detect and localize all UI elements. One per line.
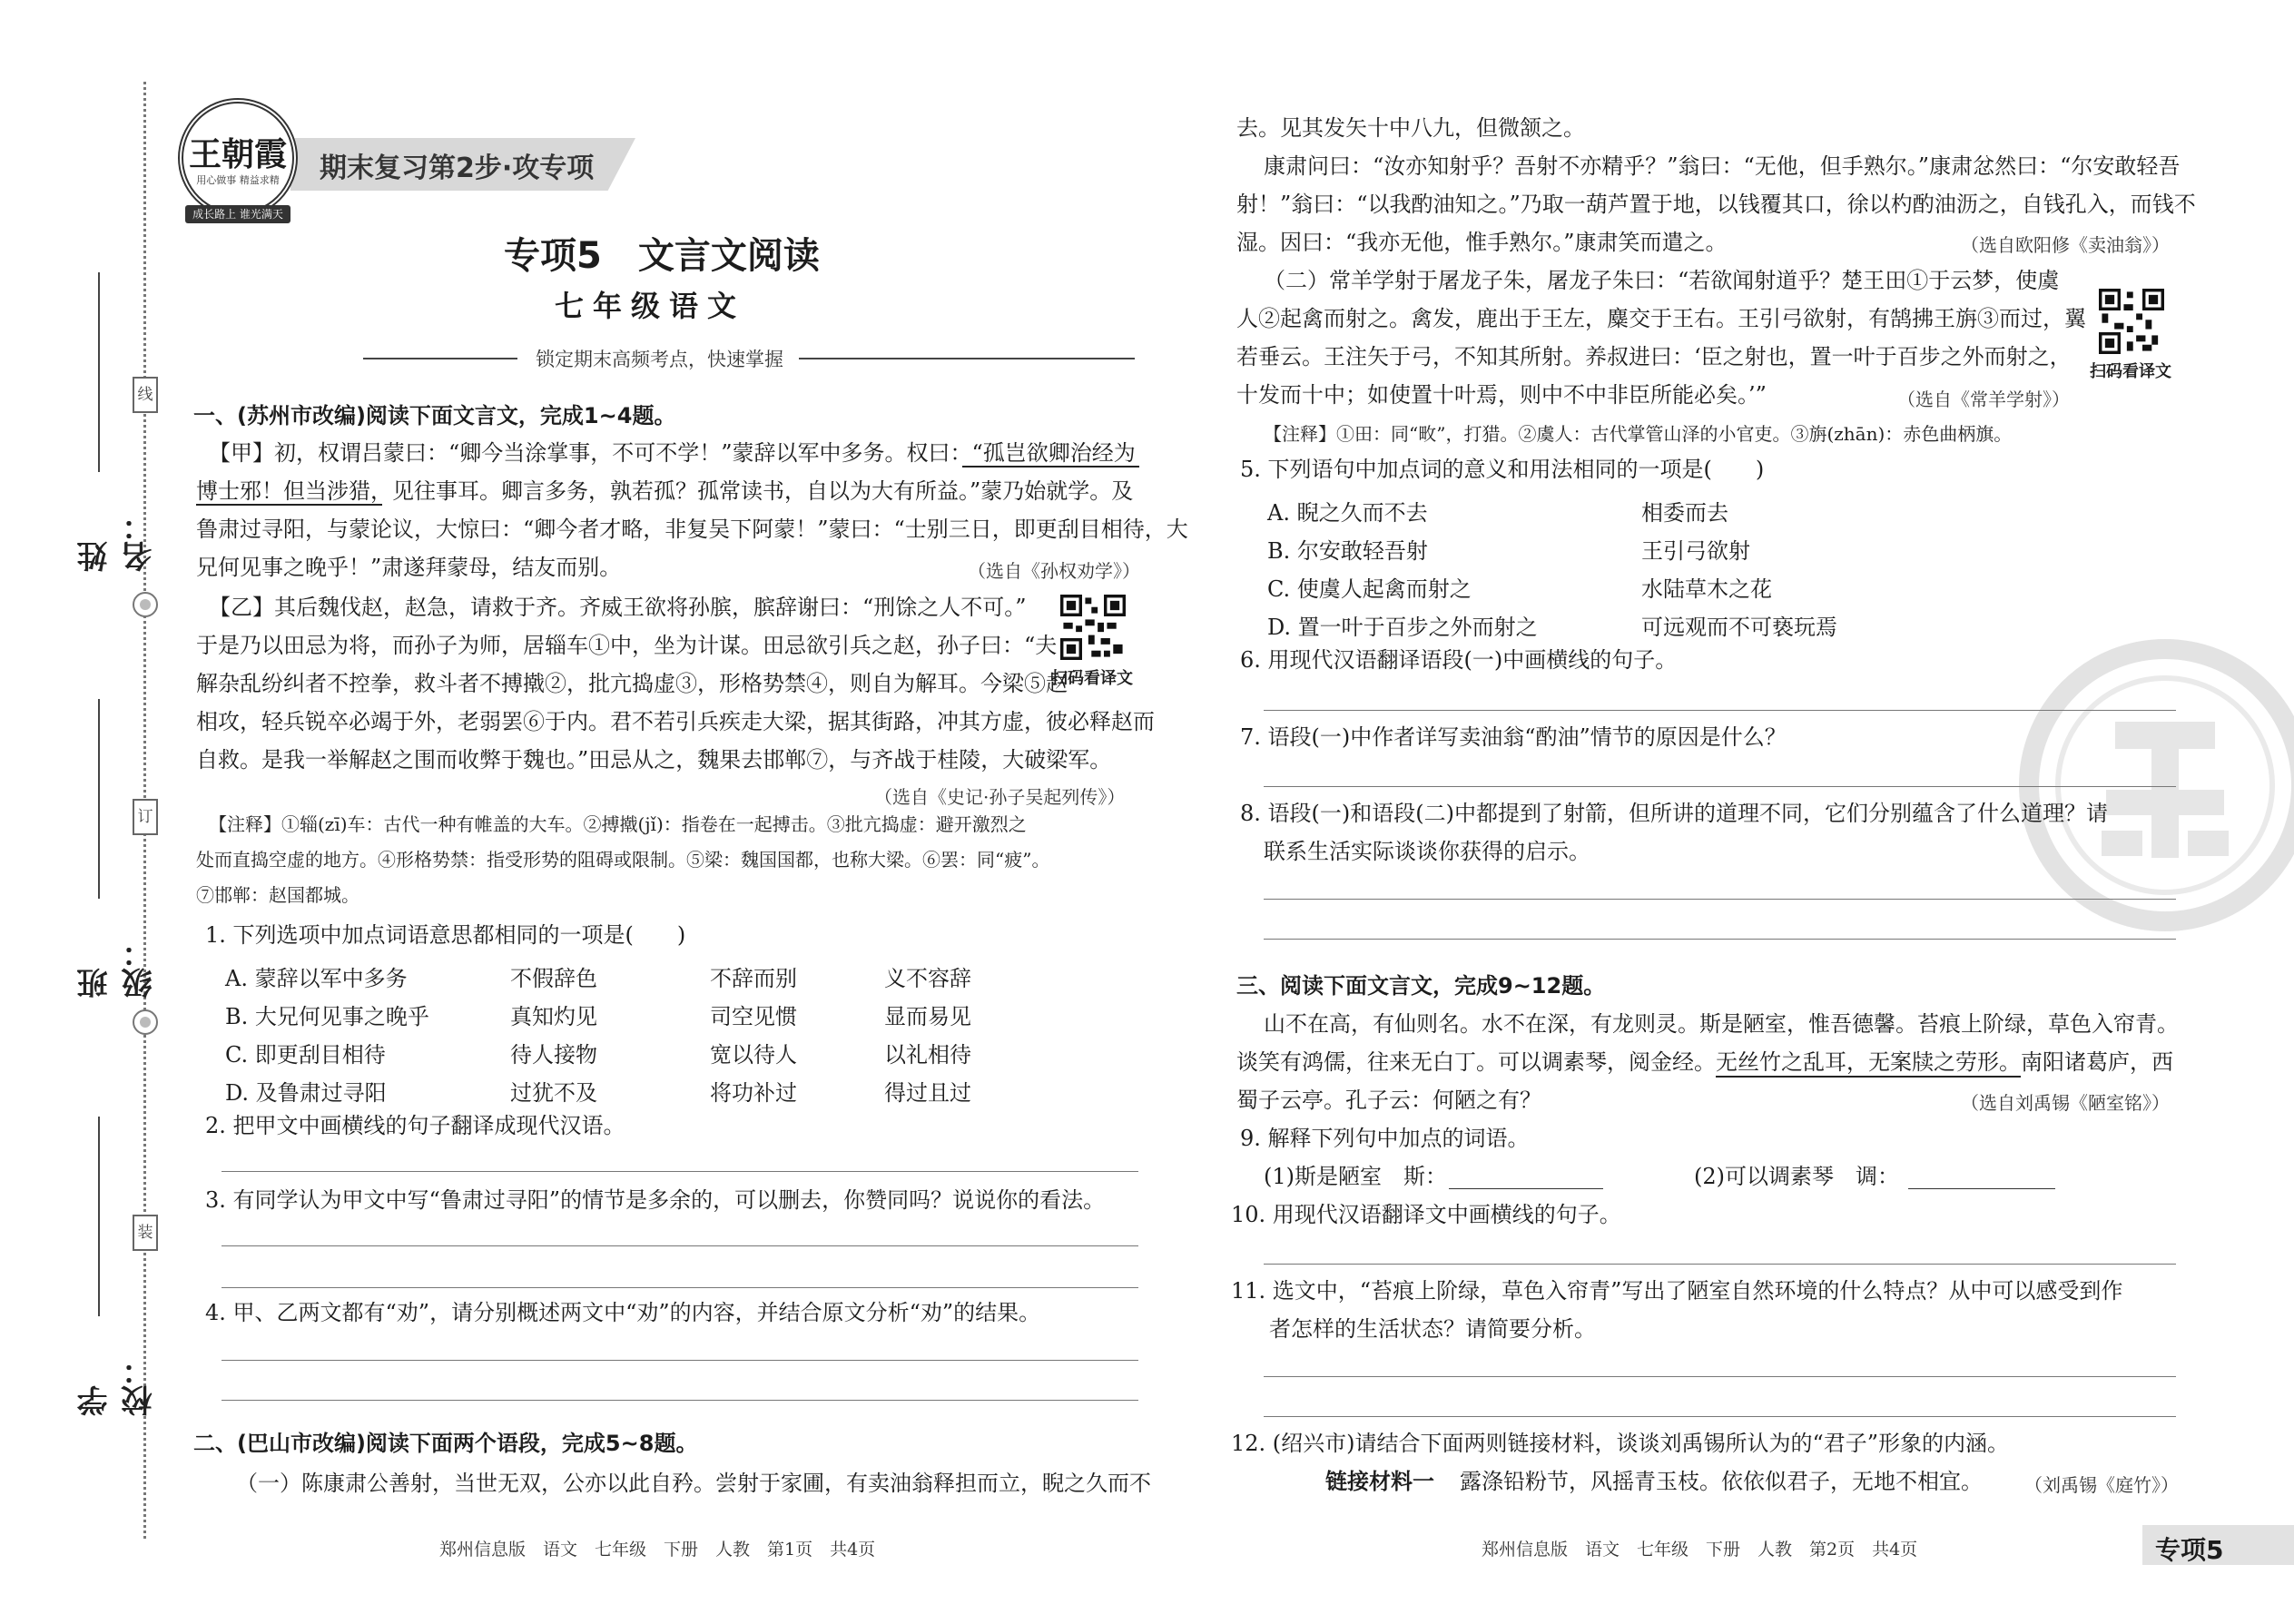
q5-option-text: 水陆草木之花 [1641,576,1772,602]
answer-line[interactable] [1264,1264,2176,1265]
question-12: 12. (绍兴市)请结合下面两则链接材料，谈谈刘禹锡所认为的“君子”形象的内涵。 [1231,1431,2010,1456]
jia-source: （选自《孙权劝学》） [968,560,1140,582]
answer-line[interactable] [222,1287,1138,1288]
q1-option-text: 将功补过 [710,1080,797,1106]
q1-option-text: 不辞而别 [710,966,797,991]
q1-option-c[interactable]: C. 即更刮目相待 [225,1042,386,1068]
page-title: 专项5 文言文阅读 [504,235,820,277]
school-write-line[interactable] [98,1117,100,1316]
tagline: 锁定期末高频考点，快速掌握 [536,349,783,370]
q5-option-c[interactable]: C. 使虞人起禽而射之 [1267,576,1472,602]
qr-caption: 扫码看译文 [1051,669,1133,688]
q1-option-text: 以礼相待 [884,1042,971,1068]
p3-line: 山不在高，有仙则名。水不在深，有龙则灵。斯是陋室，惟吾德馨。苔痕上阶绿，草色入帘青。 [1264,1011,2179,1037]
answer-line[interactable] [1264,1376,2176,1377]
brand-logo [178,98,298,218]
qr-caption: 扫码看译文 [2090,362,2171,381]
section-3-heading: 三、阅读下面文言文，完成9~12题。 [1236,973,1606,999]
school-field [73,1117,158,1416]
question-5: 5. 下列语句中加点词的意义和用法相同的一项是( ) [1240,457,1765,482]
q5-option-text: 王引弓欲射 [1641,538,1750,564]
q1-option-b[interactable]: B. 大兄何见事之晚乎 [225,1004,429,1029]
school-label: 学校： [77,1354,158,1416]
answer-line[interactable] [222,1245,1138,1246]
binding-tag-zhuang: 装 [133,1215,158,1251]
name-field [73,272,158,572]
q5-option-text: 相委而去 [1641,500,1728,526]
q5-option-d[interactable]: D. 置一叶于百步之外而射之 [1267,615,1538,640]
p3-plain: 南阳诸葛庐，西 [2021,1049,2173,1075]
binding-tag-ding: 订 [133,799,158,835]
p2-line: 若垂云。王注矢于弓，不知其所射。养叔进曰：‘臣之射也，置一叶于百步之外而射之， [1236,344,2072,369]
question-2: 2. 把甲文中画横线的句子翻译成现代汉语。 [205,1113,625,1138]
class-label: 班级： [77,937,158,999]
answer-line[interactable] [1264,939,2176,940]
footer-right: 郑州信息版 语文 七年级 下册 人教 第2页 共4页 [1482,1540,1918,1560]
jia-underline [962,466,1139,468]
q9-item-1: (1)斯是陋室 斯： [1264,1164,1447,1189]
logo-ribbon: 成长路上 谁光满天 [185,205,290,223]
link1-text: 露涤铅粉节，风摇青玉枝。依依似君子，无地不相宜。 [1460,1469,1983,1494]
question-8-cont: 联系生活实际谈谈你获得的启示。 [1264,839,1590,864]
p3-plain: 谈笑有鸿儒，往来无白丁。可以调素琴，阅金经。 [1236,1049,1716,1075]
answer-line[interactable] [222,1360,1138,1361]
answer-line[interactable] [1264,899,2176,900]
logo-sub-text: 用心做事 精益求精 [196,174,280,186]
section-1-heading: 一、(苏州市改编)阅读下面文言文，完成1~4题。 [193,403,676,428]
q5-option-a[interactable]: A. 睨之久而不去 [1267,500,1428,526]
yi-line: 相攻，轻兵锐卒必竭于外，老弱罢⑥于内。君不若引兵疾走大梁，据其街路，冲其方虚，彼必释赵而 [196,709,1155,734]
p3-line [1236,1049,2173,1075]
sec2-first-line: （一）陈康肃公善射，当世无双，公亦以此自矜。尝射于家圃，有卖油翁释担而立，睨之久而不 [236,1471,1151,1496]
question-6: 6. 用现代汉语翻译语段(一)中画横线的句子。 [1240,647,1678,673]
p3-source: （选自刘禹锡《陋室铭》） [1961,1092,2170,1114]
q1-option-text: 司空见惯 [710,1004,797,1029]
q9-blank-2[interactable] [1908,1188,2055,1189]
name-write-line[interactable] [98,272,100,472]
section-tab-label: 专项5 [2155,1535,2224,1565]
jia-line: 兄何见事之晚乎！”肃遂拜蒙母，结友而别。 [196,555,622,580]
question-7: 7. 语段(一)中作者详写卖油翁“酌油”情节的原因是什么？ [1240,724,1787,750]
q5-option-b[interactable]: B. 尔安敢轻吾射 [1267,538,1428,564]
answer-line[interactable] [1264,710,2176,711]
question-10: 10. 用现代汉语翻译文中画横线的句子。 [1231,1202,1621,1227]
right-note: 【注释】①田：同“畋”，打猎。②虞人：古代掌管山泽的小官吏。③旃(zhān)：赤色曲柄旗。 [1264,423,2013,445]
binding-hole-icon [133,1009,158,1035]
name-label: 姓名： [77,510,158,572]
q1-option-text: 待人接物 [510,1042,597,1068]
banner-text: 期末复习第2步·攻专项 [320,153,595,184]
yi-line: 解杂乱纷纠者不控拳，救斗者不搏撠②，批亢捣虚③，形格势禁④，则自为解耳。今梁⑤赵 [196,671,1068,696]
q1-option-d[interactable]: D. 及鲁肃过寻阳 [225,1080,387,1106]
notes-line: 处而直捣空虚的地方。④形格势禁：指受形势的阻碍或限制。⑤梁：魏国国都，也称大梁。⑥罢：同“疲”。 [196,849,1050,871]
question-4: 4. 甲、乙两文都有“劝”，请分别概述两文中“劝”的内容，并结合原文分析“劝”的结果。 [205,1300,1041,1325]
p2-line: 人②起禽而射之。禽发，鹿出于王左，麋交于王右。王引弓欲射，有鹄拂王旃③而过，翼 [1236,306,2086,331]
q1-option-text: 宽以待人 [710,1042,797,1068]
qr-code-icon[interactable] [2099,289,2164,354]
yi-line: 于是乃以田忌为将，而孙子为师，居辎车①中，坐为计谋。田忌欲引兵之赵，孙子曰：“夫 [196,633,1058,658]
q9-blank-1[interactable] [1449,1188,1603,1189]
binding-tag-xian: 线 [133,377,158,413]
answer-line[interactable] [222,1171,1138,1172]
q5-option-text: 可远观而不可亵玩焉 [1641,615,1837,640]
class-field [73,699,158,999]
answer-line[interactable] [222,1400,1138,1401]
jia-line: 【甲】初，权谓吕蒙曰：“卿今当涂掌事，不可不学！”蒙辞以军中多务。权曰：“孤岂欲卿治经为 [209,440,1136,466]
link1-label: 链接材料一 [1325,1469,1434,1494]
p2-line: （二）常羊学射于屠龙子朱，屠龙子朱曰：“若欲闻射道乎？楚王田①于云梦，使虞 [1264,268,2060,293]
answer-line[interactable] [1264,786,2176,787]
p1-line: 湿。因曰：“我亦无他，惟手熟尔。”康肃笑而遣之。 [1236,230,1728,255]
question-11: 11. 选文中，“苔痕上阶绿，草色入帘青”写出了陋室自然环境的什么特点？从中可以感受到作 [1231,1278,2123,1304]
p1-line: 康肃问曰：“汝亦知射乎？吾射不亦精乎？”翁曰：“无他，但手熟尔。”康肃忿然曰：“尔安敢轻吾 [1264,153,2181,179]
jia-underline [196,504,382,506]
binding-hole-icon [133,592,158,617]
question-1: 1. 下列选项中加点词语意思都相同的一项是( ) [205,922,686,948]
p1-source: （选自欧阳修《卖油翁》） [1961,234,2170,256]
logo-main-text: 王朝霞 [188,135,287,173]
page-subtitle: 七年级语文 [555,289,746,323]
yi-line: 【乙】其后魏伐赵，赵急，请救于齐。齐威王欲将孙膑，膑辞谢曰：“刑馀之人不可。” [209,595,1027,620]
notes-line: 【注释】①辎(zī)车：古代一种有帷盖的大车。②搏撠(jǐ)：指卷在一起搏击。③批亢捣虚：避开激烈之 [209,813,1027,835]
p2-line: 十发而十中；如使置十叶焉，则中不中非臣所能必矣。’” [1236,382,1767,408]
yi-line: 自救。是我一举解赵之围而收弊于魏也。”田忌从之，魏果去邯郸⑦，与齐战于桂陵，大破梁军。 [196,747,1112,773]
answer-line[interactable] [1264,1416,2176,1417]
q1-option-text: 得过且过 [884,1080,971,1106]
question-3: 3. 有同学认为甲文中写“鲁肃过寻阳”的情节是多余的，可以删去，你赞同吗？说说你的看法。 [205,1187,1106,1213]
question-8: 8. 语段(一)和语段(二)中都提到了射箭，但所讲的道理不同，它们分别蕴含了什么道理？请 [1240,801,2108,826]
p3-underlined: 无丝竹之乱耳，无案牍之劳形。 [1716,1049,2021,1078]
jia-line: 博士邪！但当涉猎，见往事耳。卿言多务，孰若孤？孤常读书，自以为大有所益。”蒙乃始就学。及 [196,478,1134,504]
jia-line: 鲁肃过寻阳，与蒙论议，大惊曰：“卿今者才略，非复吴下阿蒙！”蒙曰：“士别三日，即更刮目相待，大 [196,517,1188,542]
p1-line: 去。见其发矢十中八九，但微颔之。 [1236,115,1585,141]
qr-code-icon[interactable] [1060,595,1126,660]
question-11-cont: 者怎样的生活状态？请简要分析。 [1269,1316,1596,1342]
link1-source: （刘禹锡《庭竹》） [2024,1474,2179,1496]
q1-option-text: 过犹不及 [510,1080,597,1106]
yi-source: （选自《史记·孙子吴起列传》） [874,786,1126,808]
q1-option-a[interactable]: A. 蒙辞以军中多务 [225,966,408,991]
p3-line: 蜀子云亭。孔子云：何陋之有？ [1236,1088,1541,1113]
q1-option-text: 真知灼见 [510,1004,597,1029]
q9-item-2: (2)可以调素琴 调： [1694,1164,1899,1189]
p1-line: 射！”翁曰：“以我酌油知之。”乃取一葫芦置于地，以钱覆其口，徐以杓酌油沥之，自钱孔入，而钱不 [1236,192,2196,217]
watermark-stamp [2015,635,2294,935]
class-write-line[interactable] [98,699,100,899]
q1-option-text: 义不容辞 [884,966,971,991]
notes-line: ⑦邯郸：赵国都城。 [196,884,359,906]
question-9: 9. 解释下列句中加点的词语。 [1240,1126,1530,1151]
q1-option-text: 显而易见 [884,1004,971,1029]
section-2-heading: 二、(巴山市改编)阅读下面两个语段，完成5~8题。 [193,1431,698,1456]
p2-source: （选自《常羊学射》） [1897,389,2070,410]
q1-option-text: 不假辞色 [510,966,597,991]
footer-left: 郑州信息版 语文 七年级 下册 人教 第1页 共4页 [439,1540,876,1560]
